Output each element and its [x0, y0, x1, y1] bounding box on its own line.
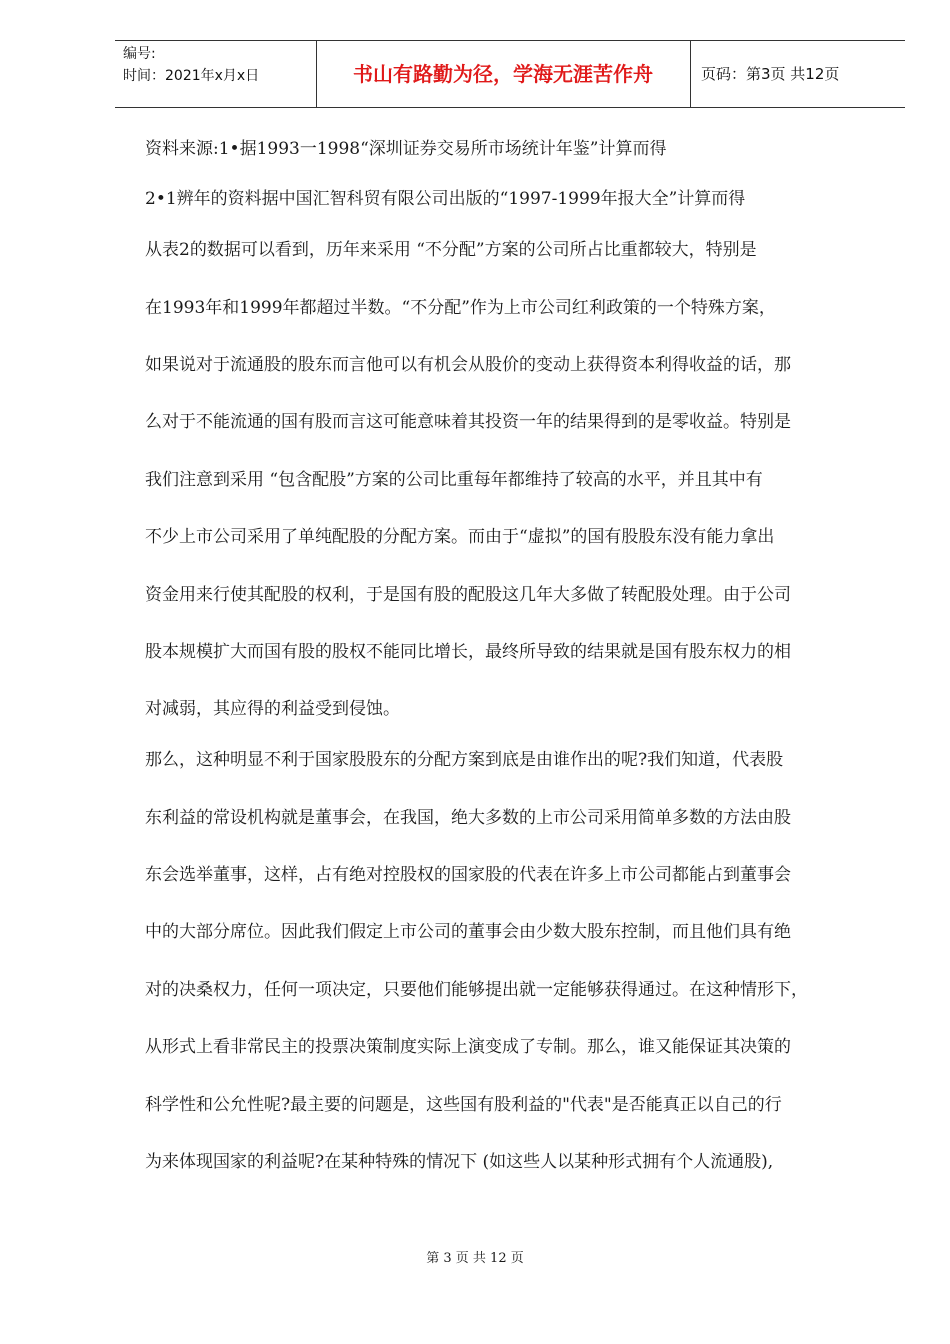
header-divider [690, 41, 691, 107]
paragraph-line: 股本规模扩大而国有股的股权不能同比增长，最终所导致的结果就是国有股东权力的相 [145, 642, 791, 662]
paragraph-line: 对减弱，其应得的利益受到侵蚀。 [145, 699, 400, 719]
paragraph-line: 从形式上看非常民主的投票决策制度实际上演变成了专制。那么，谁又能保证其决策的 [145, 1037, 791, 1057]
header-page-info: 页码：第3页 共12页 [701, 65, 840, 83]
paragraph-line: 中的大部分席位。因此我们假定上市公司的董事会由少数大股东控制，而且他们具有绝 [145, 922, 791, 942]
paragraph-line: 如果说对于流通股的股东而言他可以有机会从股价的变动上获得资本利得收益的话，那 [145, 355, 791, 375]
paragraph-line: 么对于不能流通的国有股而言这可能意味着其投资一年的结果得到的是零收益。特别是 [145, 412, 791, 432]
paragraph-line: 在1993年和1999年都超过半数。“不分配”作为上市公司红利政策的一个特殊方案， [145, 298, 776, 318]
paragraph-line: 那么，这种明显不利于国家股股东的分配方案到底是由谁作出的呢?我们知道，代表股 [145, 750, 784, 770]
paragraph-line: 为来体现国家的利益呢?在某种特殊的情况下 (如这些人以某种形式拥有个人流通股), [145, 1152, 774, 1172]
header-motto: 书山有路勤为径，学海无涯苦作舟 [353, 62, 653, 86]
paragraph-line: 对的决桑权力，任何一项决定，只要他们能够提出就一定能够获得通过。在这种情形下， [145, 980, 808, 1000]
paragraph-line: 资金用来行使其配股的权利，于是国有股的配股这几年大多做了转配股处理。由于公司 [145, 585, 791, 605]
source-note-line: 资料来源:1•据1993一1998“深圳证券交易所市场统计年鉴”计算而得 [145, 139, 667, 159]
paragraph-line: 东会选举董事，这样，占有绝对控股权的国家股的代表在许多上市公司都能占到董事会 [145, 865, 791, 885]
header-id-label: 编号: [123, 46, 156, 62]
page-footer: 第 3 页 共 12 页 [426, 1251, 524, 1266]
source-note-line: 2•1辨年的资料据中国汇智科贸有限公司出版的“1997-1999年报大全”计算而得 [145, 189, 746, 209]
paragraph-line: 从表2的数据可以看到，历年来采用 “不分配”方案的公司所占比重都较大，特别是 [145, 240, 757, 260]
header-meta [123, 43, 259, 87]
header-time-label: 时间：2021年x月x日 [123, 68, 260, 84]
paragraph-line: 不少上市公司采用了单纯配股的分配方案。而由于“虚拟”的国有股股东没有能力拿出 [145, 527, 775, 547]
page-header [115, 40, 905, 108]
paragraph-line: 我们注意到采用 “包含配股”方案的公司比重每年都维持了较高的水平，并且其中有 [145, 470, 763, 490]
paragraph-line: 东利益的常设机构就是董事会，在我国，绝大多数的上市公司采用简单多数的方法由股 [145, 808, 791, 828]
paragraph-line: 科学性和公允性呢?最主要的问题是，这些国有股利益的"代表"是否能真正以自己的行 [145, 1095, 782, 1115]
